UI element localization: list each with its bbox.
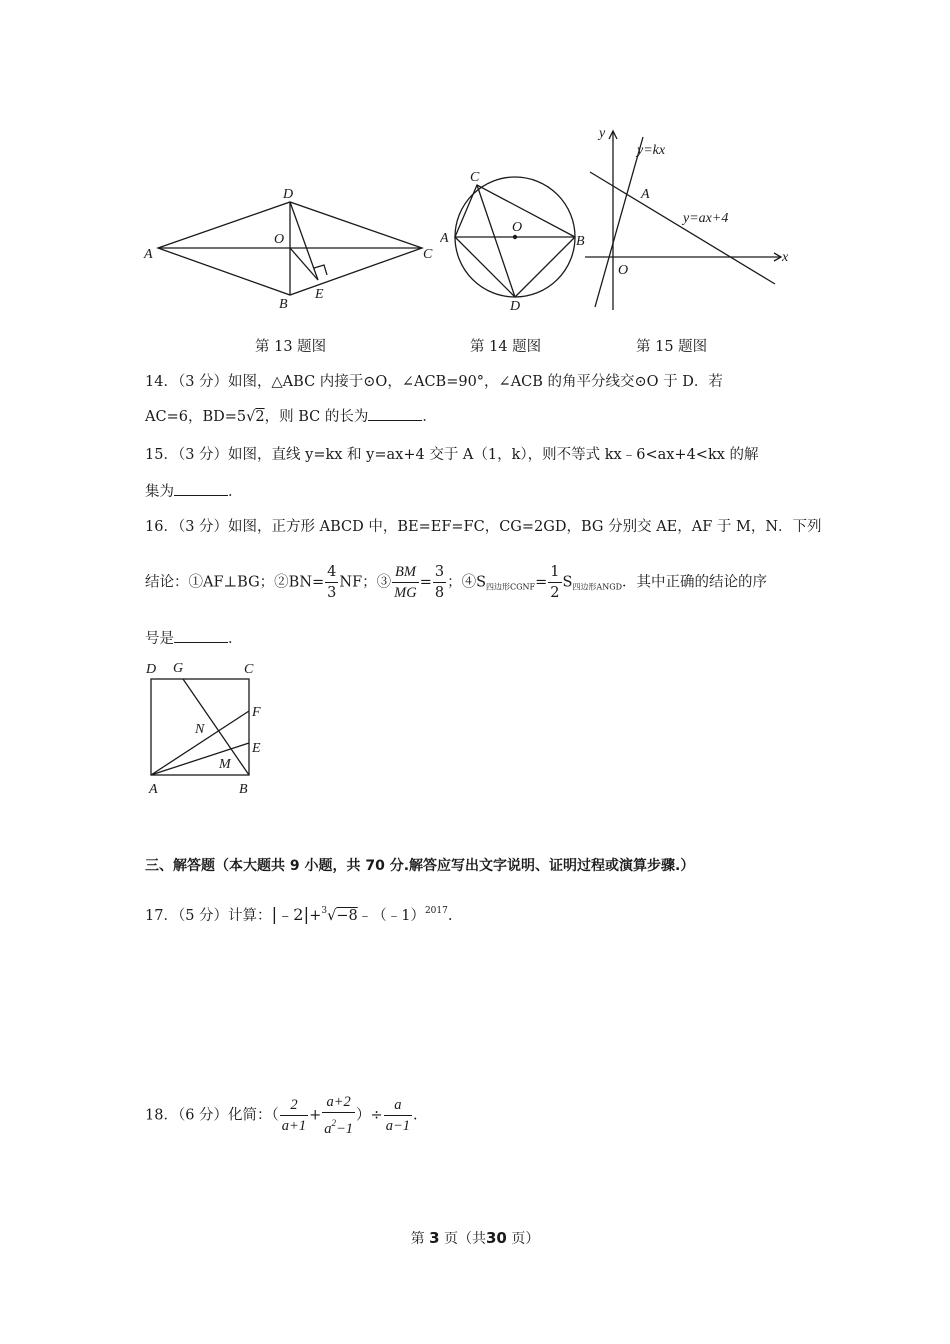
label-y: y — [599, 126, 606, 141]
page-total: 30 — [486, 1229, 507, 1247]
label-line1: y=kx — [637, 143, 666, 158]
label-n: N — [195, 722, 205, 737]
page-footer: 第 3 页（共30 页） — [410, 1229, 540, 1247]
label-m: M — [219, 757, 231, 772]
fraction-bm-mg: $\frac{BM}{MG}$ — [394, 564, 417, 601]
label-g: G — [173, 661, 184, 676]
q18-line: 18．（6 分）化简：（ $\frac{2}{a+1}$ + $\frac{a+2}{a^2-1}$ ）÷ $\frac{a}{a-1}$ . — [145, 1094, 418, 1137]
label-a: A — [144, 247, 153, 262]
label-e: E — [252, 741, 261, 756]
label-o: O — [512, 220, 523, 235]
label-d: D — [146, 662, 157, 677]
label-c: C — [423, 247, 433, 262]
caption-fig13: 第 13 题图 — [255, 339, 327, 355]
q14-given: AC=6，BD=5 — [145, 409, 247, 425]
q16-answer-blank[interactable] — [174, 630, 228, 643]
fraction-a2-a21: $\frac{a+2}{a^2-1}$ — [324, 1094, 354, 1137]
line-y-kx — [595, 137, 643, 307]
figure-13 — [140, 180, 440, 315]
fraction-4-3: $\frac{4}{3}$ — [327, 564, 337, 601]
label-c: C — [470, 170, 480, 185]
figure-15 — [585, 122, 795, 314]
label-b: B — [576, 234, 585, 249]
figure-14 — [440, 165, 600, 315]
section-3-title: 三、解答题（本大题共 9 小题，共 70 分.解答应写出文字说明、证明过程或演算步骤.） — [145, 858, 695, 874]
figure-16 — [140, 655, 275, 800]
caption-fig15: 第 15 题图 — [636, 339, 708, 355]
label-x: x — [782, 250, 789, 265]
label-a: A — [641, 187, 650, 202]
q15-answer-blank[interactable] — [174, 483, 228, 496]
label-c: C — [244, 662, 254, 677]
caption-fig14: 第 14 题图 — [470, 339, 542, 355]
label-a: A — [440, 231, 449, 246]
fraction-a-a1: $\frac{a}{a-1}$ — [385, 1097, 410, 1134]
label-d: D — [510, 299, 521, 314]
page-number: 3 — [429, 1229, 440, 1247]
q14-line1: 14．（3 分）如图，△ABC 内接于⊙O，∠ACB=90°，∠ACB 的角平分线交⊙O 于 D．若 — [145, 374, 723, 390]
fraction-1-2: $\frac{1}{2}$ — [550, 564, 560, 601]
q17-line: 17．（5 分）计算：|﹣2|+$^3$√−8﹣（﹣1）$^{2017}$. — [145, 905, 453, 925]
q15-line2: 集为 ． — [145, 484, 243, 500]
label-o: O — [274, 232, 285, 247]
fraction-2-a1: $\frac{2}{a+1}$ — [281, 1097, 307, 1134]
label-b: B — [279, 297, 288, 312]
q14-sqrt: 2 — [255, 409, 265, 425]
q16-line2: 结论：①AF⊥BG；②BN= $\frac{4}{3}$ NF；③ $\frac{BM}{MG}$ = $\frac{3}{8}$ ；$④S_{四边形CGNF}=$ $\frac{1}{2}$ $S_{四边形ANGD}$．其中正确的结论的序 — [145, 564, 768, 601]
label-a: A — [149, 782, 158, 797]
q14-line2: AC=6，BD=5√2，则 BC 的长为 ． — [145, 409, 437, 425]
label-f: F — [252, 705, 261, 720]
label-e: E — [315, 287, 324, 302]
q15-line1: 15．（3 分）如图，直线 y=kx 和 y=ax+4 交于 A（1，k），则不等式 kx﹣6<ax+4<kx 的解 — [145, 447, 759, 463]
q16-line1: 16．（3 分）如图，正方形 ABCD 中，BE=EF=FC，CG=2GD，BG 分别交 AE，AF 于 M，N．下列 — [145, 519, 822, 535]
label-line2: y=ax+4 — [683, 211, 729, 226]
label-o: O — [618, 263, 629, 278]
fraction-3-8: $\frac{3}{8}$ — [434, 564, 445, 601]
q16-line3: 号是 ． — [145, 631, 243, 647]
label-d: D — [283, 187, 294, 202]
q14-ask: ，则 BC 的长为 — [264, 409, 369, 425]
q14-answer-blank[interactable] — [368, 408, 422, 421]
label-b: B — [239, 782, 248, 797]
